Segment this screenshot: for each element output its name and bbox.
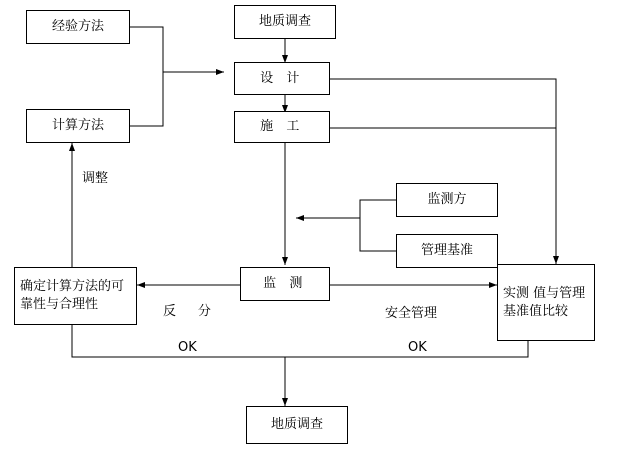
node-determine-rationality[interactable]: 确定计算方法的可靠性与合理性 [14, 267, 137, 325]
node-geological-survey-top[interactable]: 地质调查 [234, 5, 336, 39]
node-construction[interactable]: 施 工 [234, 111, 330, 143]
node-management-standard[interactable]: 管理基准 [396, 234, 498, 268]
node-calculation-method[interactable]: 计算方法 [26, 109, 130, 143]
node-monitoring-party[interactable]: 监测方 [396, 183, 498, 217]
edge-label-adjust: 调整 [82, 171, 109, 186]
edge-label-ok-left: OK [178, 340, 197, 355]
node-geological-survey-bottom[interactable]: 地质调查 [246, 406, 348, 444]
node-design[interactable]: 设 计 [234, 62, 330, 95]
edge-label-ok-right: OK [408, 340, 427, 355]
node-experience-method[interactable]: 经验方法 [26, 10, 130, 44]
edge-label-safety-management: 安全管理 [385, 306, 438, 321]
edge-label-feedback-analysis: 反 分 [163, 304, 216, 319]
node-compare-measured-values[interactable]: 实测 值与管理基准值比较 [497, 264, 595, 341]
node-monitor[interactable]: 监 测 [240, 267, 330, 301]
